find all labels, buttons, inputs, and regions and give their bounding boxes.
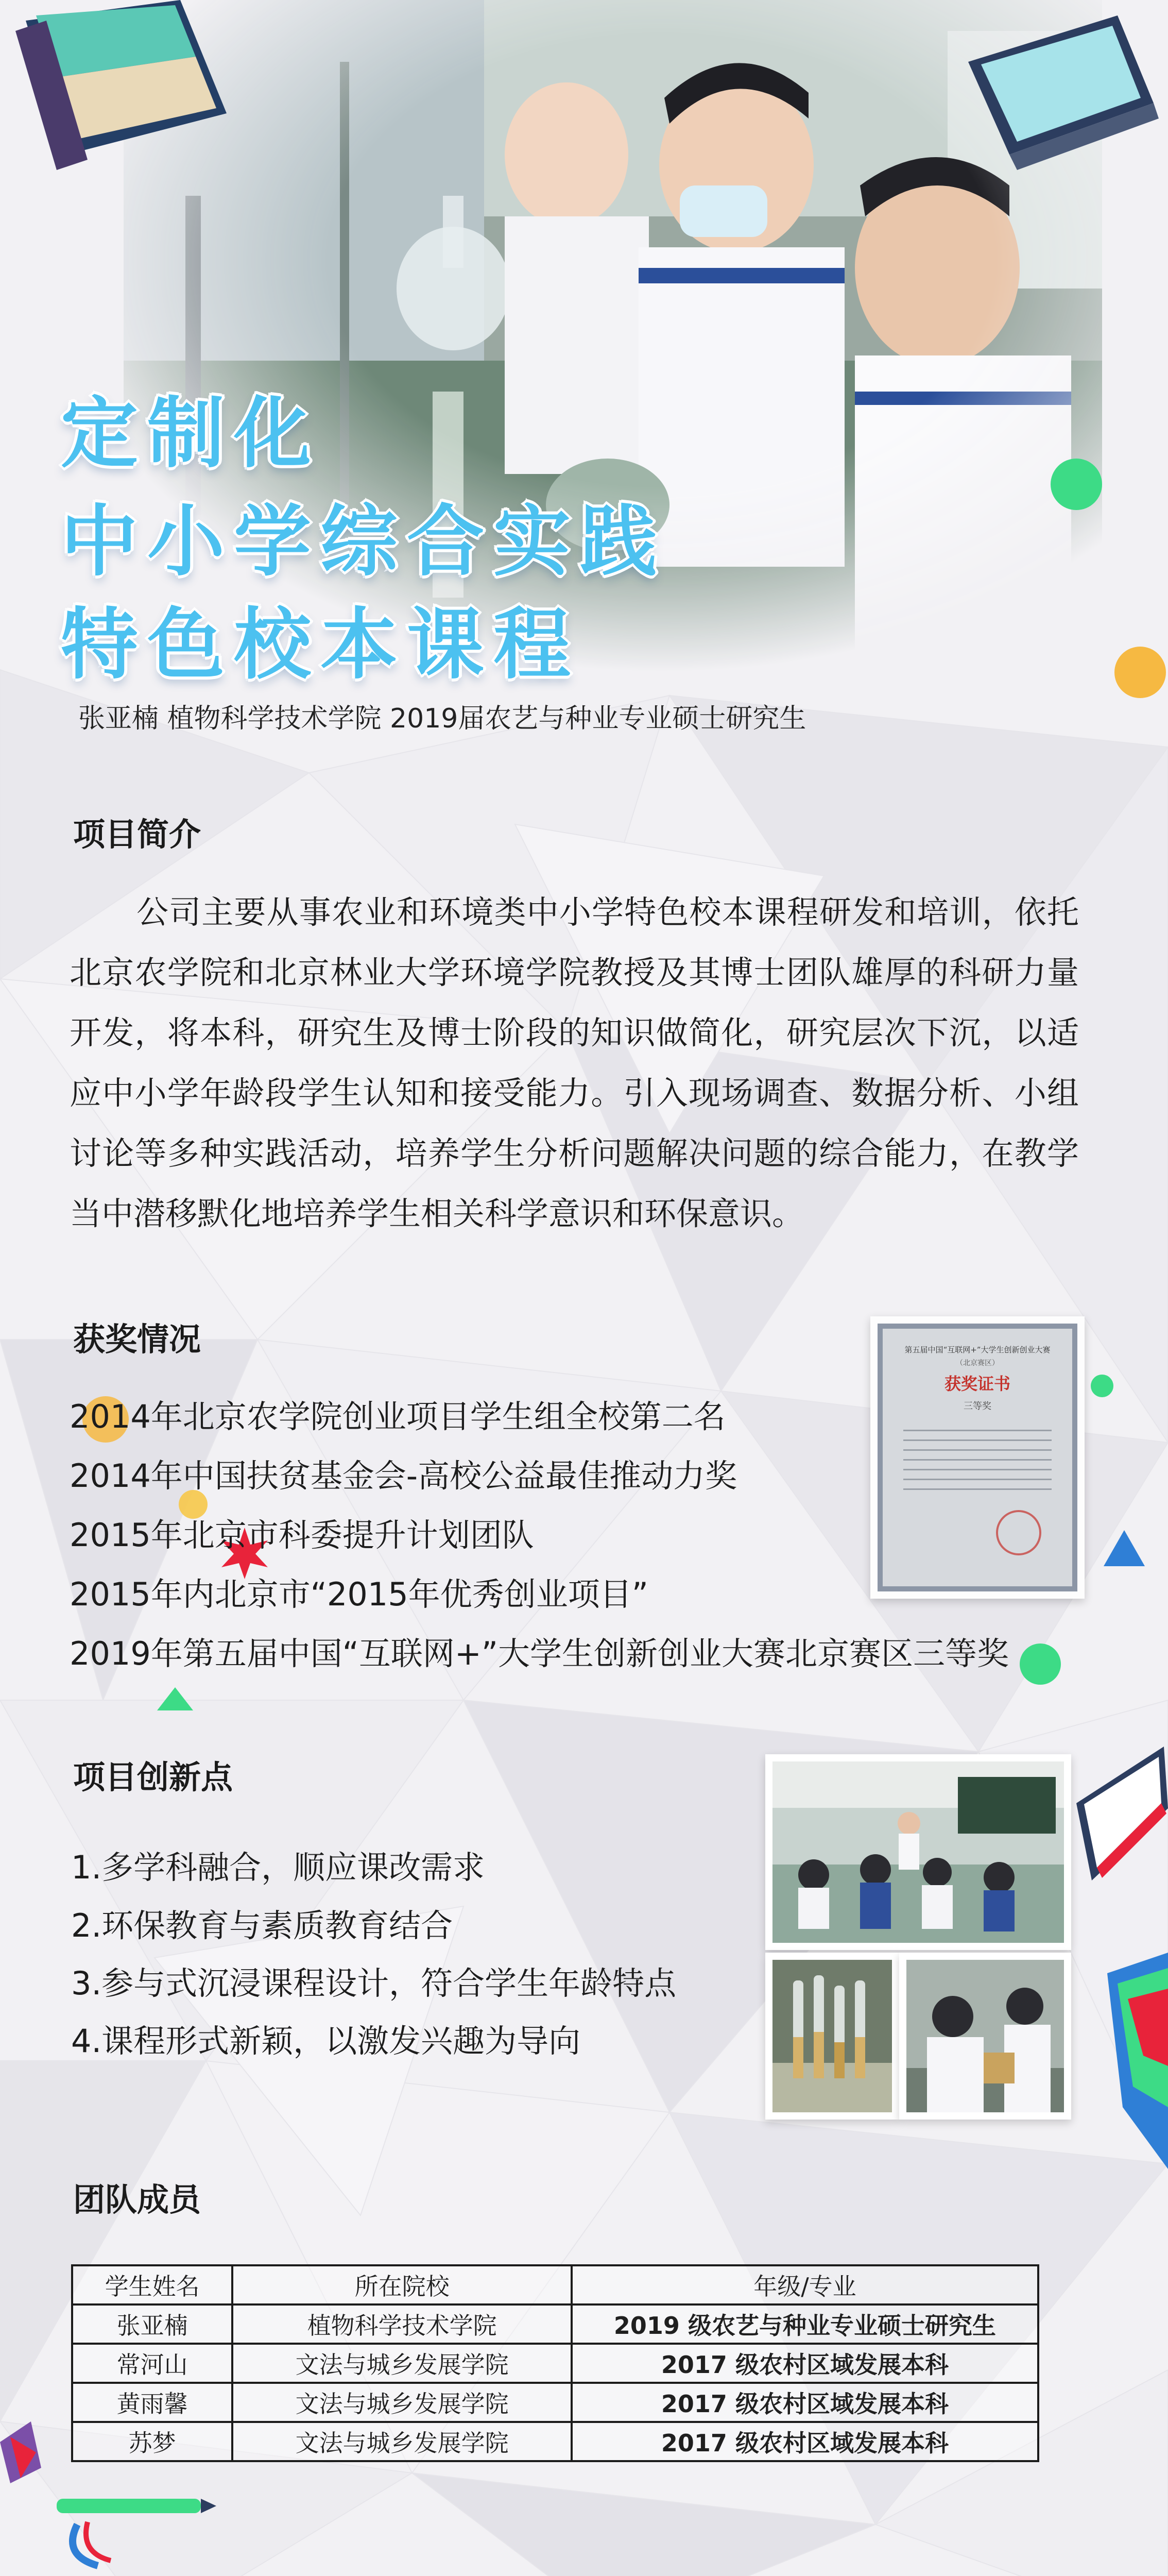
member-college: 文法与城乡发展学院 [232,2344,572,2383]
member-major: 2017 级农村区域发展本科 [572,2422,1038,2461]
table-row [72,2383,1038,2422]
column-header: 年级/专业 [572,2265,1038,2304]
classroom-photo [765,1754,1071,1950]
hero-title-line-1: 定制化 [61,389,321,479]
intro-heading: 项目简介 [73,816,201,853]
orange-dot [1112,644,1168,701]
table-row [72,2422,1038,2461]
award-item: 2014年中国扶贫基金会-高校公益最佳推动力奖 [70,1457,737,1495]
member-name: 黄雨馨 [72,2383,232,2422]
innovation-heading: 项目创新点 [73,1758,233,1796]
green-dot [1051,453,1102,515]
test-tube-photo [765,1953,899,2120]
innovation-item: 1.多学科融合，顺应课改需求 [71,1849,485,1886]
innovation-item: 3.参与式沉浸课程设计，符合学生年龄特点 [71,1964,677,2002]
member-college: 文法与城乡发展学院 [232,2422,572,2461]
innovation-item: 2.环保教育与素质教育结合 [71,1907,453,1944]
hero-title-line-2: 中小学综合实践 [61,497,667,587]
hero-title-line-3: 特色校本课程 [61,600,580,690]
innovation-item: 4.课程形式新颖，以激发兴趣为导向 [71,2022,581,2060]
notebook-right-illustration [1061,1747,1168,1901]
laptop-illustration [963,15,1159,175]
team-heading: 团队成员 [73,2181,201,2218]
column-header: 学生姓名 [72,2265,232,2304]
certificate-header: 第五届中国“互联网+”大学生创新创业大赛 [904,1345,1051,1354]
award-item: 2014年北京农学院创业项目学生组全校第二名 [70,1398,726,1435]
table-row [72,2304,1038,2344]
member-major: 2017 级农村区域发展本科 [572,2383,1038,2422]
green-dot-awards [1015,1638,1066,1690]
author-subtitle: 张亚楠 植物科学技术学院 2019届农艺与种业专业硕士研究生 [78,703,806,734]
notebook-illustration [10,0,237,170]
certificate-region: （北京赛区） [956,1359,999,1367]
member-name: 张亚楠 [72,2304,232,2344]
certificate-title: 获奖证书 [944,1374,1010,1394]
green-triangle [154,1685,196,1716]
team-table [71,2264,1039,2462]
member-major: 2017 级农村区域发展本科 [572,2344,1038,2383]
award-item: 2015年北京市科委提升计划团队 [70,1516,534,1554]
blue-triangle [1101,1528,1147,1569]
small-green-dot [1089,1373,1115,1399]
student-experiment-photo [899,1953,1071,2120]
member-name: 苏梦 [72,2422,232,2461]
certificate-grade: 三等奖 [964,1401,991,1412]
member-college: 植物科学技术学院 [232,2304,572,2344]
color-fan-illustration [1097,1953,1168,2169]
award-item: 2015年内北京市“2015年优秀创业项目” [70,1575,648,1613]
member-name: 常河山 [72,2344,232,2383]
member-major: 2019 级农艺与种业专业硕士研究生 [572,2304,1038,2344]
column-header: 所在院校 [232,2265,572,2304]
award-item: 2019年第五届中国“互联网+”大学生创新创业大赛北京赛区三等奖 [70,1635,1009,1672]
award-certificate-photo [870,1316,1085,1599]
team-table-header [72,2265,1038,2304]
table-row [72,2344,1038,2383]
intro-body: 公司主要从事农业和环境类中小学特色校本课程研发和培训，依托北京农学院和北京林业大学环境学院教授及其博士团队雄厚的科研力量开发，将本科，研究生及博士阶段的知识做简化，研究层次下沉，以适应中小学年龄段学生认知和接受能力。引入现场调查、数据分析、小组讨论等多种实践活动，培养学生分析问题解决问题的综合能力，在教学当中潜移默化地培养学生相关科学意识和环保意识。 [70,893,1079,1232]
awards-heading: 获奖情况 [73,1320,201,1358]
member-college: 文法与城乡发展学院 [232,2383,572,2422]
